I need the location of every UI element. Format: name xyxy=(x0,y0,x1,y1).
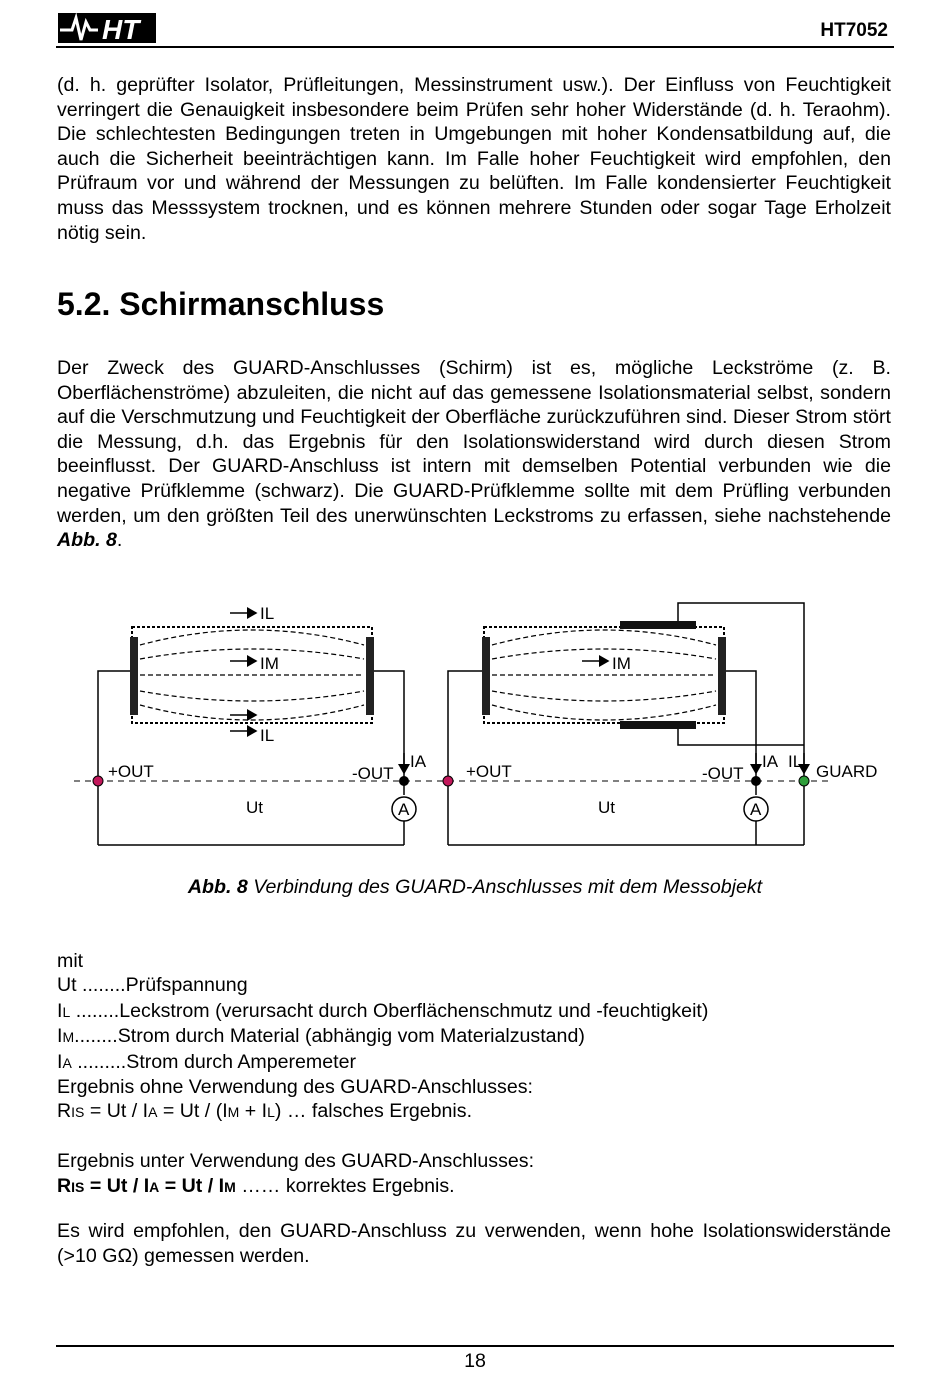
logo-text: HT xyxy=(102,14,140,44)
left-plus-out-label: +OUT xyxy=(108,762,154,781)
with-guard-heading: Ergebnis unter Verwendung des GUARD-Anschlusses: xyxy=(57,1150,535,1173)
guard-label: GUARD xyxy=(816,762,878,781)
right-plus-terminal xyxy=(443,776,453,786)
right-guard-ring-top xyxy=(620,621,696,629)
guard-terminal xyxy=(799,776,809,786)
right-guard-ring-bottom xyxy=(620,721,696,729)
right-circuit xyxy=(443,603,877,845)
left-il-bottom-label: IL xyxy=(260,726,275,745)
left-ammeter-label: A xyxy=(398,800,410,819)
figure-reference-end: . xyxy=(116,529,123,552)
right-plus-out-label: +OUT xyxy=(466,762,512,781)
left-im-label: IM xyxy=(260,654,279,673)
legend-item: Ut ........Prüfspannung xyxy=(57,974,248,997)
left-minus-terminal xyxy=(399,776,409,786)
legend-intro: mit xyxy=(57,950,84,972)
right-minus-terminal xyxy=(751,776,761,786)
left-minus-out-label: -OUT xyxy=(352,764,394,783)
legend-item: IL ........Leckstrom (verursacht durch Oberflächenschmutz und -feuchtigkeit) xyxy=(57,999,709,1022)
recommendation-paragraph: Es wird empfohlen, den GUARD-Anschluss zu verwenden, wenn hohe Isolationswiderstände (>10 GΩ) gemessen werden. xyxy=(57,1220,891,1267)
model-name: HT7052 xyxy=(820,20,888,41)
left-plate-negative xyxy=(366,637,374,715)
right-il-label: IL xyxy=(788,752,803,771)
right-ammeter-label: A xyxy=(750,800,762,819)
legend-item: IA .........Strom durch Amperemeter xyxy=(57,1050,357,1073)
right-im-label: IM xyxy=(612,654,631,673)
guard-connection-diagram xyxy=(60,595,890,855)
right-ia-label: IA xyxy=(762,752,779,771)
left-ia-label: IA xyxy=(410,752,427,771)
figure-reference: Abb. 8 xyxy=(57,529,117,552)
without-guard-heading: Ergebnis ohne Verwendung des GUARD-Anschlusses: xyxy=(57,1076,533,1099)
left-il-top-label: IL xyxy=(260,604,275,623)
left-ut-label: Ut xyxy=(246,798,263,817)
left-plus-terminal xyxy=(93,776,103,786)
legend-block xyxy=(57,949,708,1199)
left-plate-positive xyxy=(130,637,138,715)
figure-caption xyxy=(0,876,950,899)
page-number: 18 xyxy=(464,1350,486,1372)
formula-with-guard: RIS = Ut / IA = Ut / IM …… korrektes Ergebnis. xyxy=(57,1174,455,1197)
section-paragraph xyxy=(57,356,891,553)
ht-logo xyxy=(58,10,158,44)
legend-item: IM........Strom durch Material (abhängig vom Materialzustand) xyxy=(57,1025,585,1048)
intro-paragraph: (d. h. geprüfter Isolator, Prüfleitungen, Messinstrument usw.). Der Einfluss von Feuchtigkeit verringert die Genauigkeit insbesondere beim Prüfen sehr hoher Widerstände (d. h. Teraohm). Die schlechtesten Bedingungen treten in Umgebungen mit hoher Kondensatbildung auf, die auch die Sicherheit beeinträchtigen kann. Im Falle hoher Feuchtigkeit wird empfohlen, den Prüfraum vor und während der Messungen zu belüften. Im Falle kondensierter Feuchtigkeit muss das Messsystem trocknen, und es können mehrere Stunden oder sogar Tage Erholzeit nötig sein. xyxy=(57,74,891,244)
footer-rule xyxy=(56,1345,894,1347)
right-ut-label: Ut xyxy=(598,798,615,817)
section-paragraph-text: Der Zweck des GUARD-Anschlusses (Schirm) ist es, mögliche Leckströme (z. B. Oberflächenströme) abzuleiten, die nicht auf das gemessene Isolationsmaterial selbst, sondern auf die Verschmutzung und Feuchtigkeit der Oberfläche zurückzuführen sind. Dieser Strom stört die Messung, d.h. das Ergebnis für den Isolationswiderstand wird durch diesen Strom beeinflusst. Der GUARD-Anschluss ist intern mit demselben Potential verbunden wie die negative Prüfklemme (schwarz). Die GUARD-Prüfklemme sollte mit dem Prüfling verbunden werden, um den größten Teil des unerwünschten Leckstroms zu erfassen, siehe nachstehende xyxy=(57,357,891,527)
right-plate-positive xyxy=(482,637,490,715)
caption-label: Abb. 8 xyxy=(187,876,248,898)
left-circuit xyxy=(93,604,427,845)
caption-text: Verbindung des GUARD-Anschlusses mit dem Messobjekt xyxy=(247,876,763,898)
formula-without-guard: RIS = Ut / IA = Ut / (IM + IL) … falsches Ergebnis. xyxy=(57,1100,473,1123)
section-title: 5.2. Schirmanschluss xyxy=(57,286,385,322)
right-plate-negative xyxy=(718,637,726,715)
header-rule xyxy=(56,46,894,48)
right-minus-out-label: -OUT xyxy=(702,764,744,783)
